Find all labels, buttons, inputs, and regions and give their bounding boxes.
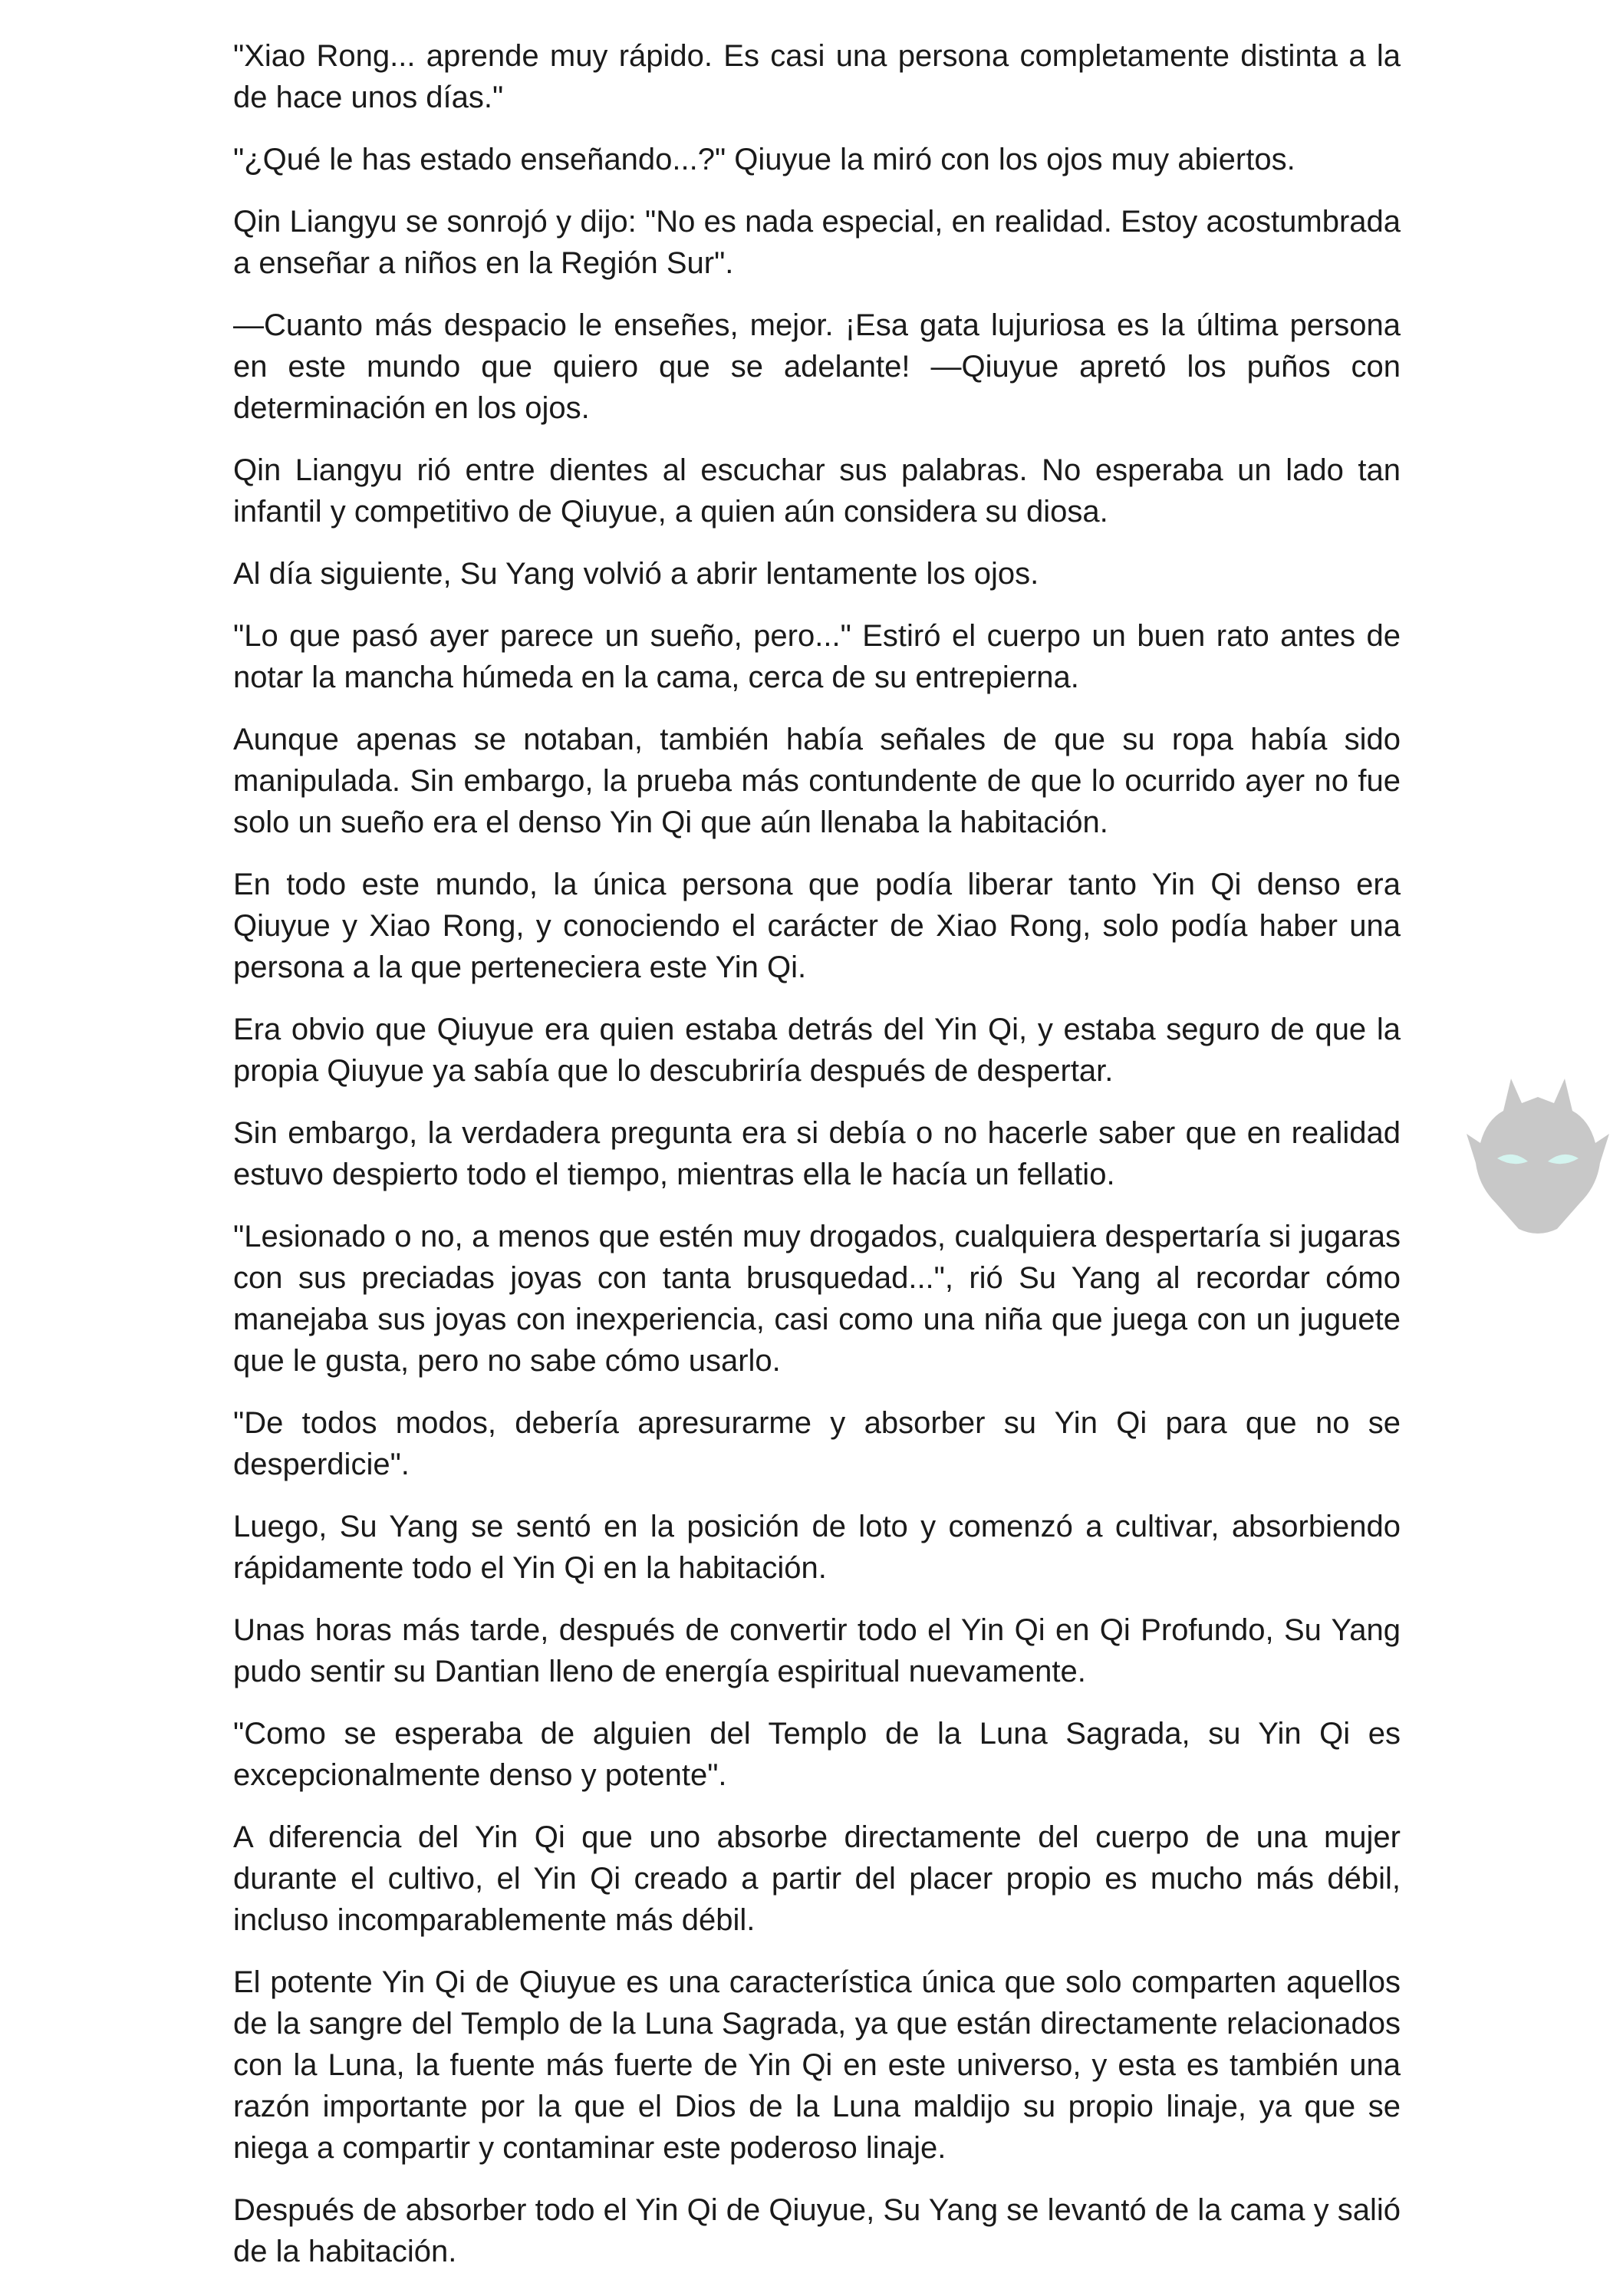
paragraph-12: "Lesionado o no, a menos que estén muy drogados, cualquiera despertaría si jugaras con sus preciadas joyas con tanta brusquedad...", rió Su Yang al recordar cómo manejaba sus joyas con inexperiencia, casi como una niña que juega con un juguete que le gusta, pero no sabe cómo usarlo. bbox=[233, 1220, 1401, 1378]
paragraph-3: Qin Liangyu se sonrojó y dijo: "No es nada especial, en realidad. Estoy acostumbrada a enseñar a niños en la Región Sur". bbox=[233, 205, 1401, 280]
paragraph-8: Aunque apenas se notaban, también había señales de que su ropa había sido manipulada. Sin embargo, la prueba más contundente de que lo ocurrido ayer no fue solo un sueño era el denso Yin Qi que aún llenaba la habitación. bbox=[233, 723, 1401, 839]
demon-head-icon bbox=[1465, 1072, 1611, 1241]
paragraph-15: Unas horas más tarde, después de convertir todo el Yin Qi en Qi Profundo, Su Yang pudo sentir su Dantian lleno de energía espiritual nuevamente. bbox=[233, 1613, 1401, 1688]
paragraph-5: Qin Liangyu rió entre dientes al escuchar sus palabras. No esperaba un lado tan infantil y competitivo de Qiuyue, a quien aún considera su diosa. bbox=[233, 453, 1401, 529]
paragraph-13: "De todos modos, debería apresurarme y absorber su Yin Qi para que no se desperdicie". bbox=[233, 1406, 1401, 1481]
paragraph-10: Era obvio que Qiuyue era quien estaba detrás del Yin Qi, y estaba seguro de que la propia Qiuyue ya sabía que lo descubriría después de despertar. bbox=[233, 1013, 1401, 1088]
body-text bbox=[233, 35, 1401, 2293]
paragraph-14: Luego, Su Yang se sentó en la posición de loto y comenzó a cultivar, absorbiendo rápidamente todo el Yin Qi en la habitación. bbox=[233, 1510, 1401, 1585]
paragraph-17: A diferencia del Yin Qi que uno absorbe directamente del cuerpo de una mujer durante el cultivo, el Yin Qi creado a partir del placer propio es mucho más débil, incluso incomparablemente más débil. bbox=[233, 1820, 1401, 1937]
paragraph-9: En todo este mundo, la única persona que podía liberar tanto Yin Qi denso era Qiuyue y Xiao Rong, y conociendo el carácter de Xiao Rong, solo podía haber una persona a la que perteneciera este Yin Qi. bbox=[233, 868, 1401, 984]
paragraph-11: Sin embargo, la verdadera pregunta era si debía o no hacerle saber que en realidad estuvo despierto todo el tiempo, mientras ella le hacía un fellatio. bbox=[233, 1116, 1401, 1191]
paragraph-6: Al día siguiente, Su Yang volvió a abrir lentamente los ojos. bbox=[233, 557, 1039, 591]
paragraph-7: "Lo que pasó ayer parece un sueño, pero..." Estiró el cuerpo un buen rato antes de notar la mancha húmeda en la cama, cerca de su entrepierna. bbox=[233, 619, 1401, 694]
paragraph-2: "¿Qué le has estado enseñando...?" Qiuyue la miró con los ojos muy abiertos. bbox=[233, 143, 1295, 176]
paragraph-19: Después de absorber todo el Yin Qi de Qiuyue, Su Yang se levantó de la cama y salió de la habitación. bbox=[233, 2193, 1401, 2268]
paragraph-1: "Xiao Rong... aprende muy rápido. Es casi una persona completamente distinta a la de hace unos días." bbox=[233, 39, 1401, 114]
paragraph-18: El potente Yin Qi de Qiuyue es una característica única que solo comparten aquellos de la sangre del Templo de la Luna Sagrada, ya que están directamente relacionados con la Luna, la fuente más fuerte de Yin Qi en este universo, y esta es también una razón importante por la que el Dios de la Luna maldijo su propio linaje, ya que se niega a compartir y contaminar este poderoso linaje. bbox=[233, 1965, 1401, 2165]
paragraph-4: —Cuanto más despacio le enseñes, mejor. ¡Esa gata lujuriosa es la última persona en este mundo que quiero que se adelante! —Qiuyue apretó los puños con determinación en los ojos. bbox=[233, 308, 1401, 425]
paragraph-16: "Como se esperaba de alguien del Templo de la Luna Sagrada, su Yin Qi es excepcionalmente denso y potente". bbox=[233, 1717, 1401, 1792]
